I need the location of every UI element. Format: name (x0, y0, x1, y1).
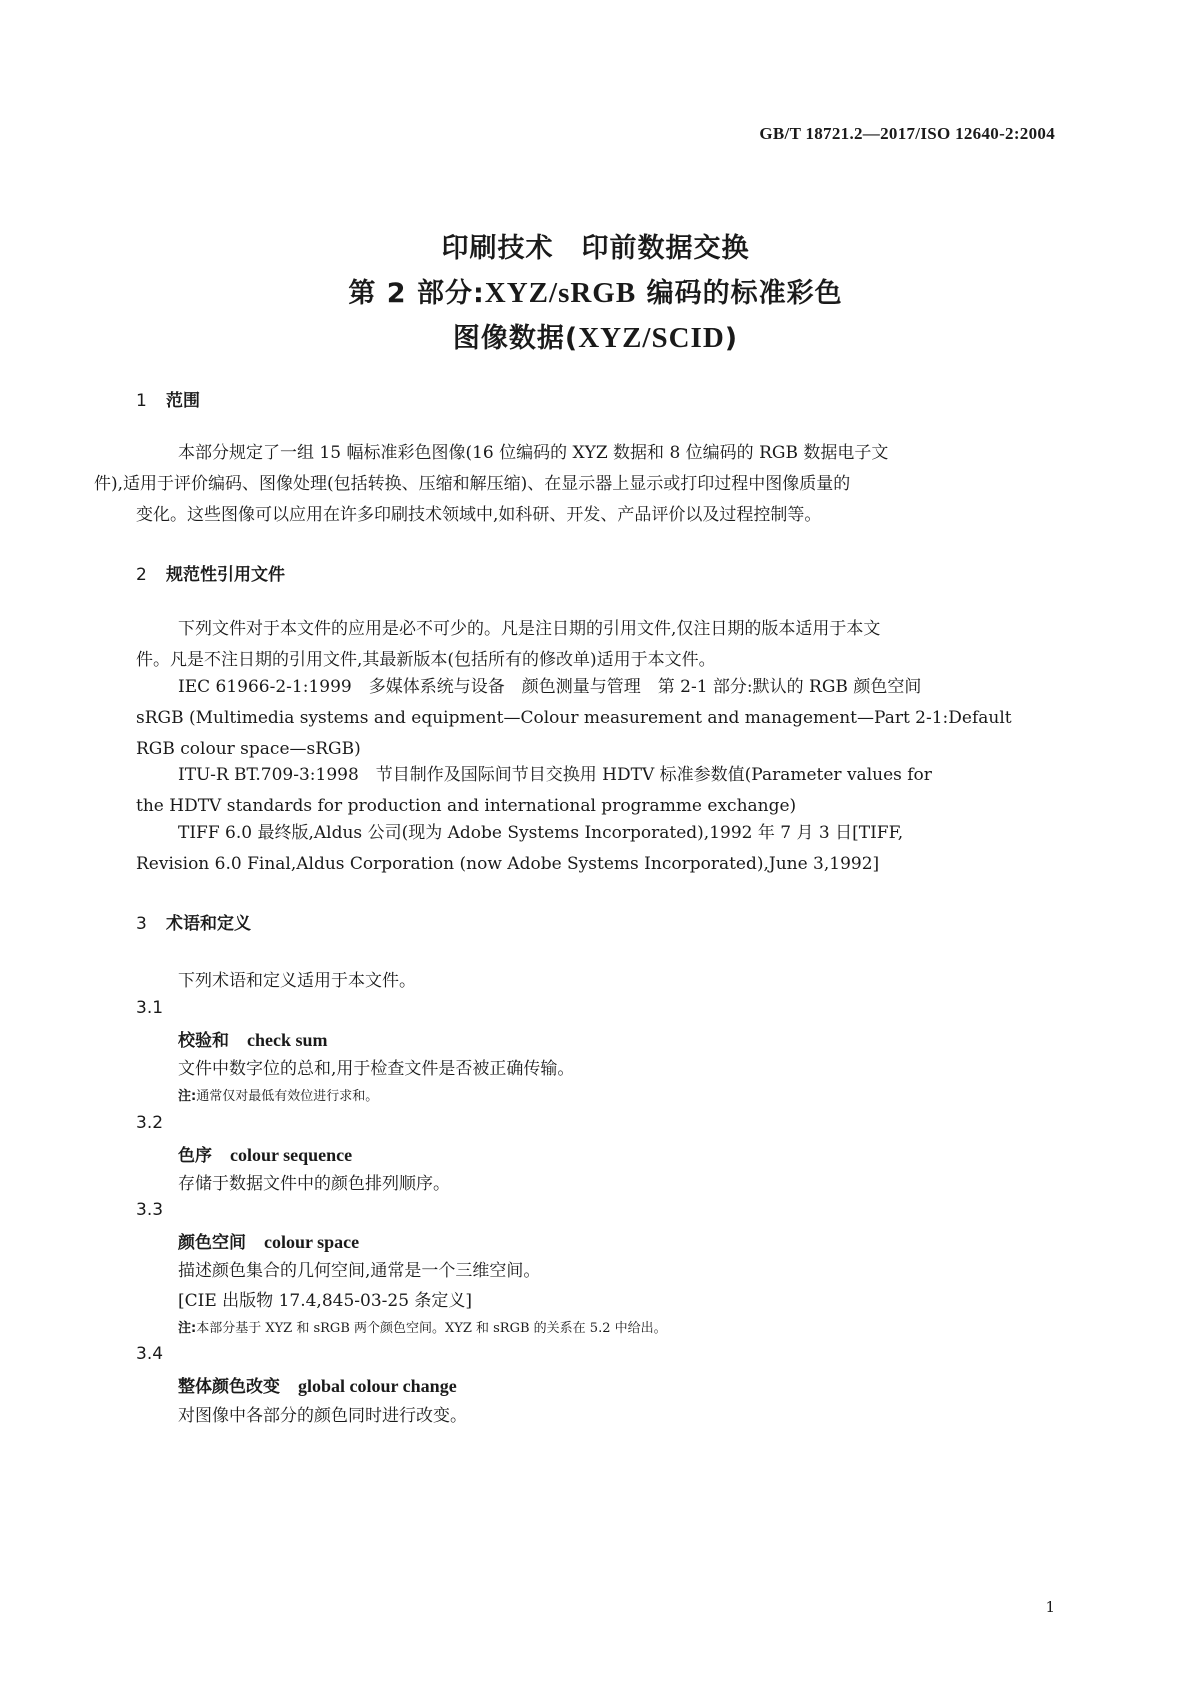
section-number: 1 (136, 391, 147, 411)
term-definition: 存储于数据文件中的颜色排列顺序。 (178, 1174, 450, 1194)
term-note (178, 1317, 667, 1336)
term-number: 3.2 (136, 1113, 164, 1133)
title-line-3-prefix: 图像数据( (452, 323, 579, 354)
term-en: colour sequence (230, 1145, 353, 1165)
note-label: 注: (178, 1089, 197, 1104)
normative-reference-iec (136, 672, 1056, 765)
term-zh: 颜色空间 (178, 1233, 246, 1253)
section-1-paragraph (94, 438, 1056, 531)
normative-reference-tiff (136, 818, 1056, 880)
section-title: 术语和定义 (166, 914, 251, 934)
paragraph-line: IEC 61966-2-1:1999 多媒体系统与设备 颜色测量与管理 第 2-1 部分:默认的 RGB 颜色空间 (178, 677, 922, 697)
title-line-2-prefix: 第 2 部分: (348, 278, 485, 309)
paragraph-line: 变化。这些图像可以应用在许多印刷技术领域中,如科研、开发、产品评价以及过程控制等。 (136, 505, 822, 525)
section-title: 范围 (166, 391, 200, 411)
term-number: 3.4 (136, 1344, 164, 1364)
note-text: 通常仅对最低有效位进行求和。 (196, 1089, 379, 1104)
normative-reference-itu (136, 760, 1056, 822)
paragraph-line: RGB colour space—sRGB) (136, 739, 361, 759)
section-2-paragraph-1 (136, 614, 1056, 676)
paragraph-line: sRGB (Multimedia systems and equipment—Colour measurement and management—Part 2-1:Default (136, 708, 1012, 728)
title-line-2-latin: XYZ/sRGB (484, 277, 637, 309)
title-line-1: 印刷技术 印前数据交换 (441, 233, 750, 264)
term-heading (178, 1141, 352, 1166)
section-2-heading (136, 560, 285, 585)
term-heading (178, 1228, 359, 1253)
term-zh: 校验和 (178, 1031, 229, 1051)
term-zh: 色序 (178, 1146, 212, 1166)
paragraph-line: TIFF 6.0 最终版,Aldus 公司(现为 Adobe Systems Incorporated),1992 年 7 月 3 日[TIFF, (178, 823, 904, 843)
term-en: colour space (264, 1232, 360, 1252)
section-3-intro: 下列术语和定义适用于本文件。 (178, 971, 416, 991)
paragraph-line: 件。凡是不注日期的引用文件,其最新版本(包括所有的修改单)适用于本文件。 (136, 650, 716, 670)
title-line-3-suffix: ) (724, 323, 739, 354)
note-label: 注: (178, 1321, 197, 1336)
term-zh: 整体颜色改变 (178, 1377, 280, 1397)
paragraph-line: 本部分规定了一组 15 幅标准彩色图像(16 位编码的 XYZ 数据和 8 位编码的 RGB 数据电子文 (178, 443, 889, 463)
term-source: [CIE 出版物 17.4,845-03-25 条定义] (178, 1291, 473, 1311)
term-heading (178, 1026, 328, 1051)
term-definition: 描述颜色集合的几何空间,通常是一个三维空间。 (178, 1261, 541, 1281)
paragraph-line: ITU-R BT.709-3:1998 节目制作及国际间节目交换用 HDTV 标准参数值(Parameter values for (178, 765, 932, 785)
term-number: 3.3 (136, 1200, 164, 1220)
section-number: 2 (136, 565, 147, 585)
paragraph-line: 下列文件对于本文件的应用是必不可少的。凡是注日期的引用文件,仅注日期的版本适用于本文 (178, 619, 881, 639)
paragraph-line: Revision 6.0 Final,Aldus Corporation (now Adobe Systems Incorporated),June 3,1992] (136, 854, 880, 874)
section-number: 3 (136, 914, 147, 934)
standard-code: GB/T 18721.2—2017/ISO 12640-2:2004 (759, 124, 1055, 143)
page-number: 1 (1045, 1598, 1055, 1616)
paragraph-line: the HDTV standards for production and international programme exchange) (136, 796, 797, 816)
section-3-heading (136, 909, 251, 934)
term-definition: 文件中数字位的总和,用于检查文件是否被正确传输。 (178, 1059, 575, 1079)
term-en: check sum (247, 1030, 328, 1050)
term-definition: 对图像中各部分的颜色同时进行改变。 (178, 1406, 467, 1426)
title-line-2 (0, 271, 1191, 310)
title-line-3-latin: XYZ/SCID (578, 322, 725, 354)
section-title: 规范性引用文件 (166, 565, 285, 585)
note-text: 本部分基于 XYZ 和 sRGB 两个颜色空间。XYZ 和 sRGB 的关系在 5.2 中给出。 (196, 1321, 667, 1336)
section-1-heading (136, 386, 200, 411)
term-en: global colour change (298, 1376, 457, 1396)
term-number: 3.1 (136, 998, 164, 1018)
term-heading (178, 1372, 457, 1397)
title-line-3 (0, 316, 1191, 355)
term-note (178, 1085, 378, 1104)
title-line-2-suffix: 编码的标准彩色 (636, 278, 843, 309)
paragraph-line: 件),适用于评价编码、图像处理(包括转换、压缩和解压缩)、在显示器上显示或打印过程中图像质量的 (94, 474, 851, 494)
